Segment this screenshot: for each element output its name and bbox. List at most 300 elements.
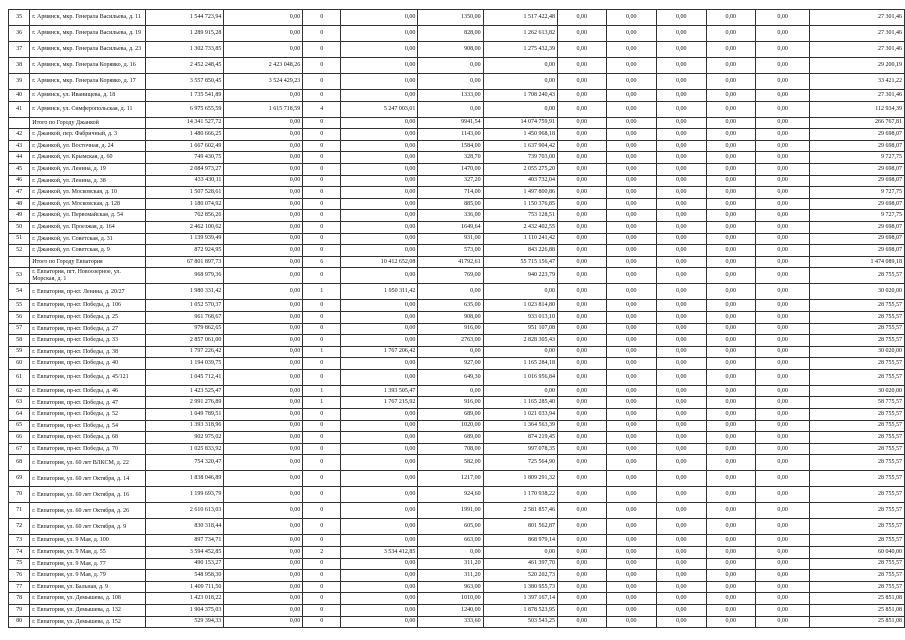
address-cell: г. Евпатория, ул. 60 лет Октября, д. 14 — [30, 471, 146, 487]
value-cell-c6: 1 110 241,42 — [483, 233, 557, 245]
value-cell-c11: 0,00 — [756, 300, 810, 312]
value-cell-c4: 0,00 — [341, 432, 418, 444]
value-cell-c6: 2 581 857,46 — [483, 503, 557, 519]
row-number-cell: 64 — [9, 409, 30, 421]
address-cell: г. Евпатория, пр-кт. Победы, д. 38 — [30, 346, 146, 358]
value-cell-c11: 0,00 — [756, 605, 810, 617]
value-cell-c12: 28 755,57 — [810, 311, 905, 323]
value-cell-c5: 1143,00 — [418, 129, 483, 141]
value-cell-c6: 0,00 — [483, 74, 557, 90]
value-cell-c3: 0 — [303, 616, 341, 628]
value-cell-c1: 762 856,26 — [146, 210, 224, 222]
value-cell-c2: 0,00 — [224, 432, 303, 444]
value-cell-c9: 0,00 — [657, 74, 707, 90]
value-cell-c8: 0,00 — [606, 210, 656, 222]
value-cell-c4: 0,00 — [341, 503, 418, 519]
row-number-cell: 58 — [9, 335, 30, 347]
value-cell-c8: 0,00 — [606, 570, 656, 582]
value-cell-c10: 0,00 — [706, 74, 756, 90]
value-cell-c9: 0,00 — [657, 346, 707, 358]
value-cell-c3: 0 — [303, 233, 341, 245]
value-cell-c3: 0 — [303, 221, 341, 233]
table-row — [9, 369, 905, 385]
value-cell-c4: 0,00 — [341, 198, 418, 210]
value-cell-c11: 0,00 — [756, 221, 810, 233]
value-cell-c3: 0 — [303, 535, 341, 547]
value-cell-c4: 0,00 — [341, 58, 418, 74]
value-cell-c12: 28 755,57 — [810, 358, 905, 370]
value-cell-c10: 0,00 — [706, 487, 756, 503]
value-cell-c1: 1 980 331,42 — [146, 284, 224, 300]
value-cell-c12: 29 698,07 — [810, 163, 905, 175]
value-cell-c9: 0,00 — [657, 90, 707, 102]
value-cell-c1: 749 430,75 — [146, 152, 224, 164]
value-cell-c4: 0,00 — [341, 117, 418, 129]
address-cell: г. Евпатория, пр-кт. Победы, д. 47 — [30, 397, 146, 409]
value-cell-c10: 0,00 — [706, 369, 756, 385]
table-row — [9, 519, 905, 535]
value-cell-c1: 1 544 723,94 — [146, 10, 224, 26]
value-cell-c1: 979 862,65 — [146, 323, 224, 335]
value-cell-c9: 0,00 — [657, 198, 707, 210]
value-cell-c10: 0,00 — [706, 284, 756, 300]
address-cost-table — [8, 9, 905, 628]
value-cell-c3: 0 — [303, 117, 341, 129]
value-cell-c5: 328,70 — [418, 152, 483, 164]
value-cell-c8: 0,00 — [606, 140, 656, 152]
value-cell-c3: 0 — [303, 487, 341, 503]
value-cell-c9: 0,00 — [657, 140, 707, 152]
row-number-cell: 70 — [9, 487, 30, 503]
value-cell-c8: 0,00 — [606, 346, 656, 358]
value-cell-c8: 0,00 — [606, 117, 656, 129]
value-cell-c12: 28 755,57 — [810, 409, 905, 421]
address-cell: г. Армянск, ул. Симферопольская, д. 11 — [30, 101, 146, 117]
value-cell-c6: 1 165 285,40 — [483, 397, 557, 409]
value-cell-c1: 1 025 833,92 — [146, 443, 224, 455]
value-cell-c2: 2 423 048,26 — [224, 58, 303, 74]
value-cell-c10: 0,00 — [706, 455, 756, 471]
row-number-cell: 57 — [9, 323, 30, 335]
row-number-cell: 42 — [9, 129, 30, 141]
value-cell-c6: 1 262 613,82 — [483, 26, 557, 42]
value-cell-c5: 1350,00 — [418, 10, 483, 26]
value-cell-c8: 0,00 — [606, 245, 656, 257]
value-cell-c12: 28 755,57 — [810, 420, 905, 432]
value-cell-c10: 0,00 — [706, 26, 756, 42]
value-cell-c1: 2 857 061,00 — [146, 335, 224, 347]
value-cell-c7: 0,00 — [558, 409, 607, 421]
value-cell-c2: 0,00 — [224, 455, 303, 471]
value-cell-c10: 0,00 — [706, 175, 756, 187]
value-cell-c5: 41792,61 — [418, 256, 483, 268]
row-number-cell: 55 — [9, 300, 30, 312]
value-cell-c12: 33 421,22 — [810, 74, 905, 90]
value-cell-c9: 0,00 — [657, 471, 707, 487]
value-cell-c4: 0,00 — [341, 221, 418, 233]
value-cell-c6: 997 078,35 — [483, 443, 557, 455]
value-cell-c3: 1 — [303, 385, 341, 397]
value-cell-c5: 1649,64 — [418, 221, 483, 233]
value-cell-c12: 266 767,81 — [810, 117, 905, 129]
value-cell-c6: 868 979,14 — [483, 535, 557, 547]
row-number-cell: 75 — [9, 558, 30, 570]
value-cell-c5: 714,00 — [418, 187, 483, 199]
value-cell-c4: 0,00 — [341, 129, 418, 141]
value-cell-c8: 0,00 — [606, 420, 656, 432]
row-number-cell: 56 — [9, 311, 30, 323]
value-cell-c5: 769,00 — [418, 268, 483, 284]
value-cell-c8: 0,00 — [606, 163, 656, 175]
value-cell-c1: 1 667 602,49 — [146, 140, 224, 152]
value-cell-c7: 0,00 — [558, 117, 607, 129]
value-cell-c5: 1217,00 — [418, 471, 483, 487]
value-cell-c9: 0,00 — [657, 26, 707, 42]
value-cell-c1: 968 979,36 — [146, 268, 224, 284]
value-cell-c4: 0,00 — [341, 535, 418, 547]
value-cell-c9: 0,00 — [657, 323, 707, 335]
value-cell-c2: 0,00 — [224, 163, 303, 175]
value-cell-c5: 924,60 — [418, 487, 483, 503]
value-cell-c3: 1 — [303, 284, 341, 300]
row-number-cell: 41 — [9, 101, 30, 117]
table-row — [9, 311, 905, 323]
value-cell-c2: 0,00 — [224, 187, 303, 199]
value-cell-c5: 0,00 — [418, 284, 483, 300]
table-row — [9, 233, 905, 245]
value-cell-c5: 908,00 — [418, 42, 483, 58]
value-cell-c4: 0,00 — [341, 519, 418, 535]
value-cell-c6: 1 165 284,18 — [483, 358, 557, 370]
value-cell-c9: 0,00 — [657, 210, 707, 222]
value-cell-c7: 0,00 — [558, 245, 607, 257]
value-cell-c6: 1 497 800,86 — [483, 187, 557, 199]
table-row — [9, 175, 905, 187]
address-cell: г. Евпатория, пр-кт. Победы, д. 70 — [30, 443, 146, 455]
address-cell: г. Джанкой, пер. Фабричный, д. 3 — [30, 129, 146, 141]
table-row — [9, 187, 905, 199]
value-cell-c4: 0,00 — [341, 268, 418, 284]
value-cell-c9: 0,00 — [657, 369, 707, 385]
value-cell-c12: 112 934,39 — [810, 101, 905, 117]
value-cell-c6: 1 517 422,48 — [483, 10, 557, 26]
value-cell-c7: 0,00 — [558, 42, 607, 58]
table-row — [9, 535, 905, 547]
value-cell-c2: 0,00 — [224, 152, 303, 164]
value-cell-c8: 0,00 — [606, 129, 656, 141]
value-cell-c10: 0,00 — [706, 616, 756, 628]
row-number-cell: 72 — [9, 519, 30, 535]
value-cell-c9: 0,00 — [657, 117, 707, 129]
value-cell-c7: 0,00 — [558, 221, 607, 233]
value-cell-c3: 0 — [303, 570, 341, 582]
table-row — [9, 409, 905, 421]
value-cell-c3: 0 — [303, 358, 341, 370]
value-cell-c6: 1 809 291,32 — [483, 471, 557, 487]
address-cell: г. Евпатория, ул. 60 лет Октября, д. 9 — [30, 519, 146, 535]
value-cell-c6: 1 021 033,94 — [483, 409, 557, 421]
value-cell-c8: 0,00 — [606, 443, 656, 455]
value-cell-c9: 0,00 — [657, 101, 707, 117]
row-number-cell: 63 — [9, 397, 30, 409]
value-cell-c6: 843 226,88 — [483, 245, 557, 257]
value-cell-c3: 0 — [303, 409, 341, 421]
value-cell-c2: 0,00 — [224, 300, 303, 312]
value-cell-c7: 0,00 — [558, 10, 607, 26]
value-cell-c5: 916,00 — [418, 397, 483, 409]
value-cell-c2: 0,00 — [224, 311, 303, 323]
value-cell-c12: 28 755,57 — [810, 503, 905, 519]
value-cell-c3: 0 — [303, 74, 341, 90]
value-cell-c11: 0,00 — [756, 245, 810, 257]
value-cell-c1: 1 507 528,61 — [146, 187, 224, 199]
row-number-cell: 40 — [9, 90, 30, 102]
address-cell: г. Евпатория, ул. 60 лет ВЛКСМ, д. 22 — [30, 455, 146, 471]
value-cell-c5: 605,00 — [418, 519, 483, 535]
value-cell-c8: 0,00 — [606, 42, 656, 58]
value-cell-c8: 0,00 — [606, 175, 656, 187]
value-cell-c6: 739 703,00 — [483, 152, 557, 164]
value-cell-c8: 0,00 — [606, 221, 656, 233]
value-cell-c9: 0,00 — [657, 535, 707, 547]
address-cell: г. Армянск, мкр. Генерала Васильева, д. 23 — [30, 42, 146, 58]
value-cell-c11: 0,00 — [756, 256, 810, 268]
value-cell-c9: 0,00 — [657, 358, 707, 370]
row-number-cell: 61 — [9, 369, 30, 385]
value-cell-c12: 28 755,57 — [810, 335, 905, 347]
value-cell-c4: 0,00 — [341, 471, 418, 487]
value-cell-c11: 0,00 — [756, 58, 810, 74]
value-cell-c1: 3 557 850,45 — [146, 74, 224, 90]
table-row — [9, 129, 905, 141]
value-cell-c11: 0,00 — [756, 346, 810, 358]
value-cell-c1: 1 735 541,89 — [146, 90, 224, 102]
table-row — [9, 140, 905, 152]
value-cell-c8: 0,00 — [606, 311, 656, 323]
row-number-cell: 44 — [9, 152, 30, 164]
value-cell-c9: 0,00 — [657, 570, 707, 582]
value-cell-c10: 0,00 — [706, 443, 756, 455]
value-cell-c9: 0,00 — [657, 256, 707, 268]
value-cell-c1: 1 480 666,25 — [146, 129, 224, 141]
value-cell-c11: 0,00 — [756, 198, 810, 210]
value-cell-c7: 0,00 — [558, 358, 607, 370]
value-cell-c11: 0,00 — [756, 284, 810, 300]
value-cell-c6: 14 074 759,91 — [483, 117, 557, 129]
value-cell-c11: 0,00 — [756, 152, 810, 164]
value-cell-c12: 28 755,57 — [810, 323, 905, 335]
value-cell-c9: 0,00 — [657, 245, 707, 257]
value-cell-c11: 0,00 — [756, 187, 810, 199]
value-cell-c3: 0 — [303, 519, 341, 535]
value-cell-c11: 0,00 — [756, 432, 810, 444]
value-cell-c9: 0,00 — [657, 129, 707, 141]
value-cell-c10: 0,00 — [706, 358, 756, 370]
address-cell: г. Армянск, ул. Иванищева, д. 18 — [30, 90, 146, 102]
value-cell-c10: 0,00 — [706, 10, 756, 26]
value-cell-c5: 0,00 — [418, 385, 483, 397]
value-cell-c10: 0,00 — [706, 385, 756, 397]
table-row — [9, 152, 905, 164]
value-cell-c5: 311,20 — [418, 558, 483, 570]
table-row — [9, 503, 905, 519]
value-cell-c11: 0,00 — [756, 140, 810, 152]
value-cell-c8: 0,00 — [606, 101, 656, 117]
value-cell-c6: 951 107,08 — [483, 323, 557, 335]
value-cell-c9: 0,00 — [657, 409, 707, 421]
value-cell-c2: 0,00 — [224, 346, 303, 358]
value-cell-c7: 0,00 — [558, 187, 607, 199]
value-cell-c10: 0,00 — [706, 256, 756, 268]
value-cell-c4: 0,00 — [341, 26, 418, 42]
value-cell-c9: 0,00 — [657, 397, 707, 409]
value-cell-c2: 0,00 — [224, 90, 303, 102]
value-cell-c2: 0,00 — [224, 117, 303, 129]
value-cell-c11: 0,00 — [756, 503, 810, 519]
value-cell-c1: 961 768,67 — [146, 311, 224, 323]
value-cell-c7: 0,00 — [558, 570, 607, 582]
row-number-cell: 50 — [9, 221, 30, 233]
value-cell-c8: 0,00 — [606, 284, 656, 300]
address-cell: г. Джанкой, ул. Первомайская, д. 54 — [30, 210, 146, 222]
value-cell-c8: 0,00 — [606, 535, 656, 547]
value-cell-c9: 0,00 — [657, 268, 707, 284]
value-cell-c6: 1 170 938,22 — [483, 487, 557, 503]
value-cell-c8: 0,00 — [606, 605, 656, 617]
total-row — [9, 117, 905, 129]
value-cell-c12: 25 851,08 — [810, 593, 905, 605]
value-cell-c4: 0,00 — [341, 581, 418, 593]
value-cell-c11: 0,00 — [756, 420, 810, 432]
value-cell-c6: 753 128,51 — [483, 210, 557, 222]
row-number-cell: 38 — [9, 58, 30, 74]
value-cell-c8: 0,00 — [606, 455, 656, 471]
value-cell-c3: 0 — [303, 335, 341, 347]
value-cell-c2: 0,00 — [224, 616, 303, 628]
value-cell-c8: 0,00 — [606, 74, 656, 90]
value-cell-c3: 0 — [303, 311, 341, 323]
table-row — [9, 420, 905, 432]
value-cell-c12: 1 474 089,18 — [810, 256, 905, 268]
value-cell-c12: 29 698,07 — [810, 233, 905, 245]
table-row — [9, 284, 905, 300]
value-cell-c1: 830 318,44 — [146, 519, 224, 535]
value-cell-c9: 0,00 — [657, 42, 707, 58]
value-cell-c12: 28 755,57 — [810, 487, 905, 503]
value-cell-c2: 0,00 — [224, 519, 303, 535]
value-cell-c7: 0,00 — [558, 335, 607, 347]
table-row — [9, 605, 905, 617]
table-row — [9, 198, 905, 210]
value-cell-c9: 0,00 — [657, 385, 707, 397]
value-cell-c8: 0,00 — [606, 233, 656, 245]
address-cell: г. Евпатория, ул. 9 Мая, д. 79 — [30, 570, 146, 582]
value-cell-c4: 0,00 — [341, 42, 418, 58]
value-cell-c5: 908,00 — [418, 311, 483, 323]
value-cell-c1: 2 462 100,62 — [146, 221, 224, 233]
address-cell: г. Евпатория, пр-кт. Победы, д. 27 — [30, 323, 146, 335]
value-cell-c12: 28 755,57 — [810, 471, 905, 487]
value-cell-c8: 0,00 — [606, 268, 656, 284]
value-cell-c8: 0,00 — [606, 58, 656, 74]
value-cell-c4: 0,00 — [341, 311, 418, 323]
value-cell-c6: 0,00 — [483, 101, 557, 117]
value-cell-c10: 0,00 — [706, 503, 756, 519]
row-number-cell: 52 — [9, 245, 30, 257]
address-cell: г. Евпатория, пр-кт. Победы, д. 25 — [30, 311, 146, 323]
value-cell-c5: 885,00 — [418, 198, 483, 210]
value-cell-c11: 0,00 — [756, 581, 810, 593]
value-cell-c2: 0,00 — [224, 42, 303, 58]
value-cell-c6: 1 275 432,39 — [483, 42, 557, 58]
row-number-cell: 77 — [9, 581, 30, 593]
value-cell-c10: 0,00 — [706, 58, 756, 74]
value-cell-c3: 0 — [303, 210, 341, 222]
value-cell-c7: 0,00 — [558, 616, 607, 628]
value-cell-c2: 0,00 — [224, 443, 303, 455]
value-cell-c6: 0,00 — [483, 385, 557, 397]
table-row — [9, 26, 905, 42]
value-cell-c1: 1 045 712,41 — [146, 369, 224, 385]
value-cell-c10: 0,00 — [706, 547, 756, 559]
table-row — [9, 268, 905, 284]
value-cell-c8: 0,00 — [606, 369, 656, 385]
value-cell-c11: 0,00 — [756, 385, 810, 397]
value-cell-c2: 0,00 — [224, 487, 303, 503]
value-cell-c6: 1 708 240,43 — [483, 90, 557, 102]
value-cell-c5: 1010,00 — [418, 593, 483, 605]
value-cell-c2: 0,00 — [224, 221, 303, 233]
address-cell: г. Евпатория, пр-кт. Ленина, д. 20/27 — [30, 284, 146, 300]
value-cell-c9: 0,00 — [657, 175, 707, 187]
value-cell-c9: 0,00 — [657, 547, 707, 559]
value-cell-c6: 1 023 814,80 — [483, 300, 557, 312]
row-number-cell: 68 — [9, 455, 30, 471]
value-cell-c8: 0,00 — [606, 397, 656, 409]
value-cell-c9: 0,00 — [657, 519, 707, 535]
value-cell-c11: 0,00 — [756, 26, 810, 42]
value-cell-c6: 1 016 956,84 — [483, 369, 557, 385]
value-cell-c1: 1 199 693,79 — [146, 487, 224, 503]
value-cell-c10: 0,00 — [706, 570, 756, 582]
value-cell-c7: 0,00 — [558, 581, 607, 593]
value-cell-c2: 0,00 — [224, 129, 303, 141]
value-cell-c8: 0,00 — [606, 198, 656, 210]
value-cell-c7: 0,00 — [558, 432, 607, 444]
value-cell-c3: 0 — [303, 129, 341, 141]
table-row — [9, 335, 905, 347]
value-cell-c11: 0,00 — [756, 268, 810, 284]
value-cell-c1: 1 180 074,92 — [146, 198, 224, 210]
value-cell-c7: 0,00 — [558, 443, 607, 455]
value-cell-c2: 0,00 — [224, 547, 303, 559]
value-cell-c5: 1584,00 — [418, 140, 483, 152]
value-cell-c11: 0,00 — [756, 535, 810, 547]
value-cell-c7: 0,00 — [558, 385, 607, 397]
value-cell-c8: 0,00 — [606, 335, 656, 347]
value-cell-c2: 0,00 — [224, 593, 303, 605]
address-cell: г. Евпатория, пр-кт. Победы, д. 46 — [30, 385, 146, 397]
value-cell-c4: 0,00 — [341, 152, 418, 164]
address-cell: г. Евпатория, ул. 9 Мая, д. 77 — [30, 558, 146, 570]
value-cell-c4: 10 412 652,08 — [341, 256, 418, 268]
value-cell-c4: 1 950 311,42 — [341, 284, 418, 300]
value-cell-c1: 1 194 039,75 — [146, 358, 224, 370]
value-cell-c11: 0,00 — [756, 455, 810, 471]
value-cell-c2: 0,00 — [224, 10, 303, 26]
value-cell-c3: 0 — [303, 268, 341, 284]
value-cell-c11: 0,00 — [756, 519, 810, 535]
